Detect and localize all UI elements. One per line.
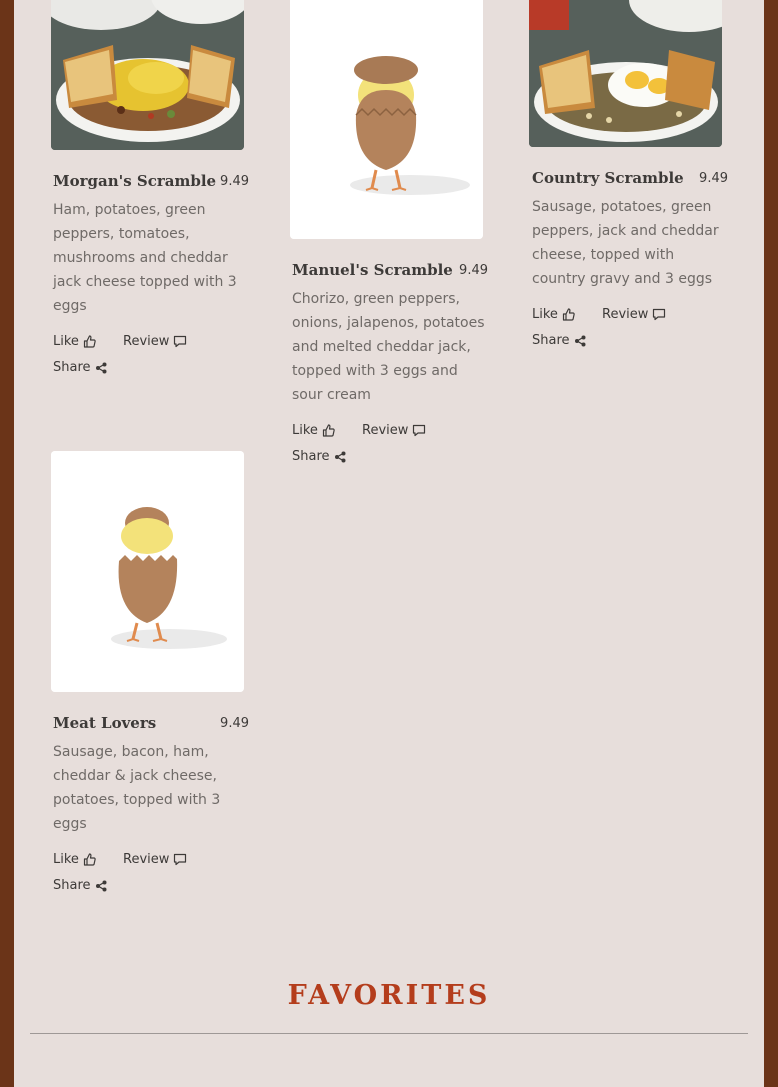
item-title-row — [53, 172, 249, 196]
review-button[interactable] — [123, 852, 187, 867]
review-label: Review — [362, 423, 409, 438]
review-button[interactable] — [123, 334, 187, 349]
like-button[interactable] — [292, 423, 335, 438]
item-price: 9.49 — [220, 716, 249, 731]
item-title-row — [532, 169, 728, 193]
thumbs-up-icon — [562, 308, 575, 321]
item-title-row — [53, 714, 249, 738]
review-label: Review — [123, 852, 170, 867]
share-icon — [334, 451, 346, 463]
thumbs-up-icon — [83, 853, 96, 866]
like-label: Like — [53, 334, 79, 349]
item-title[interactable]: Country Scramble — [532, 169, 684, 187]
like-button[interactable] — [532, 307, 575, 322]
item-description: Chorizo, green peppers, onions, jalapenos, potatoes and melted cheddar jack, topped with 3 eggs and sour cream — [292, 291, 485, 403]
item-description: Sausage, bacon, ham, cheddar & jack cheese, potatoes, topped with 3 eggs — [53, 744, 221, 832]
share-label: Share — [53, 360, 91, 375]
item-price: 9.49 — [220, 174, 249, 189]
like-button[interactable] — [53, 852, 96, 867]
comment-icon — [652, 308, 666, 321]
comment-icon — [173, 335, 187, 348]
item-title[interactable]: Morgan's Scramble — [53, 172, 217, 190]
share-button[interactable] — [532, 333, 586, 348]
share-icon — [95, 880, 107, 892]
item-photo[interactable] — [51, 0, 244, 150]
thumbs-up-icon — [83, 335, 96, 348]
item-title[interactable]: Meat Lovers — [53, 714, 157, 732]
review-button[interactable] — [362, 423, 426, 438]
section-heading-favorites: FAVORITES — [287, 980, 491, 1011]
share-label: Share — [53, 878, 91, 893]
item-photo[interactable] — [529, 0, 722, 147]
thumbs-up-icon — [322, 424, 335, 437]
item-description: Ham, potatoes, green peppers, tomatoes, mushrooms and cheddar jack cheese topped with 3 eggs — [53, 202, 237, 314]
item-price: 9.49 — [699, 171, 728, 186]
item-price: 9.49 — [459, 263, 488, 278]
share-button[interactable] — [292, 449, 346, 464]
share-icon — [574, 335, 586, 347]
share-label: Share — [292, 449, 330, 464]
review-label: Review — [123, 334, 170, 349]
share-button[interactable] — [53, 878, 107, 893]
review-label: Review — [602, 307, 649, 322]
review-button[interactable] — [602, 307, 666, 322]
like-label: Like — [532, 307, 558, 322]
like-button[interactable] — [53, 334, 96, 349]
item-photo[interactable] — [51, 451, 244, 692]
section-divider — [30, 1033, 748, 1034]
comment-icon — [412, 424, 426, 437]
like-label: Like — [292, 423, 318, 438]
like-label: Like — [53, 852, 79, 867]
share-icon — [95, 362, 107, 374]
share-button[interactable] — [53, 360, 107, 375]
comment-icon — [173, 853, 187, 866]
share-label: Share — [532, 333, 570, 348]
item-title[interactable]: Manuel's Scramble — [292, 261, 453, 279]
item-photo[interactable] — [290, 0, 483, 239]
item-description: Sausage, potatoes, green peppers, jack and cheddar cheese, topped with country gravy and 3 eggs — [532, 199, 719, 287]
item-title-row — [292, 261, 488, 285]
